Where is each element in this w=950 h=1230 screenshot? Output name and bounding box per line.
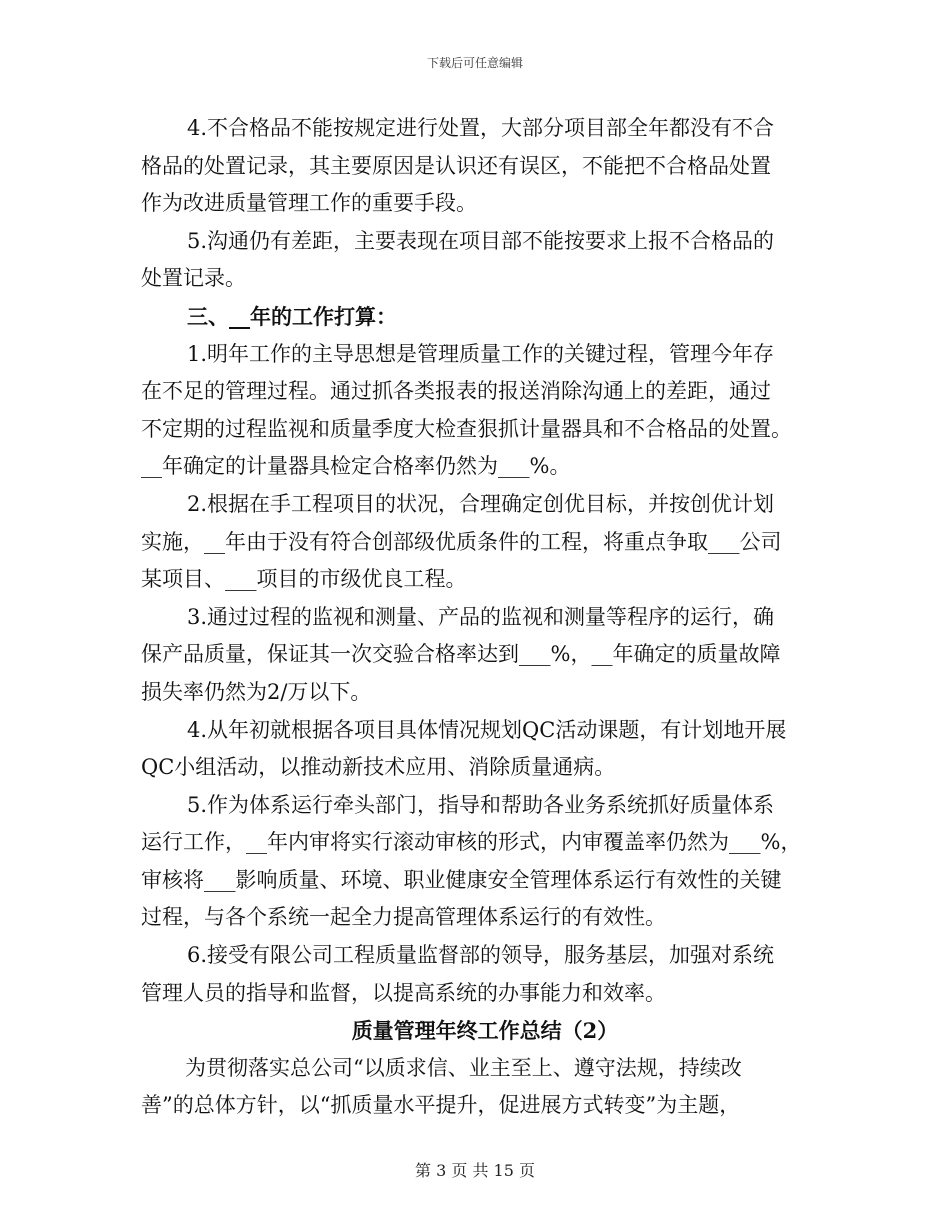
- paragraph-line: 损失率仍然为2/万以下。: [141, 679, 372, 704]
- paragraph-line: 实施，__年由于没有符合创部级优质条件的工程，将重点争取___公司: [141, 529, 782, 554]
- section-heading: 三、__年的工作打算：: [187, 303, 397, 329]
- document-body: [141, 110, 809, 1125]
- paragraph-line: 某项目、___项目的市级优良工程。: [141, 567, 467, 592]
- page-footer: 第 3 页 共 15 页: [415, 1161, 535, 1180]
- paragraph-line: __年确定的计量器具检定合格率仍然为___%。: [141, 454, 571, 479]
- paragraph-line: 4.从年初就根据各项目具体情况规划QC活动课题，有计划地开展: [187, 717, 787, 742]
- paragraph-line: 保产品质量，保证其一次交验合格率达到___%，__年确定的质量故障: [141, 642, 781, 667]
- paragraph-line: 1.明年工作的主导思想是管理质量工作的关键过程，管理今年存: [187, 341, 775, 366]
- paragraph-line: 作为改进质量管理工作的重要手段。: [141, 191, 477, 216]
- paragraph-line: 5.作为体系运行牵头部门，指导和帮助各业务系统抓好质量体系: [187, 792, 775, 817]
- paragraph-line: 善”的总体方针，以“抓质量水平提升，促进展方式转变”为主题，: [141, 1093, 741, 1118]
- paragraph-line: 格品的处置记录，其主要原因是认识还有误区，不能把不合格品处置: [141, 153, 771, 178]
- paragraph-line: 审核将___影响质量、环境、职业健康安全管理体系运行有效性的关键: [141, 867, 782, 892]
- paragraph-line: 不定期的过程监视和质量季度大检查狠抓计量器具和不合格品的处置。: [141, 416, 792, 441]
- paragraph-line: 2.根据在手工程项目的状况，合理确定创优目标，并按创优计划: [187, 491, 775, 516]
- paragraph-line: 4.不合格品不能按规定进行处置，大部分项目部全年都没有不合: [187, 116, 775, 140]
- paragraph-line: 5.沟通仍有差距，主要表现在项目部不能按要求上报不合格品的: [187, 228, 775, 253]
- page-header: 下载后可任意编辑: [426, 56, 523, 70]
- paragraph-line: 过程，与各个系统一起全力提高管理体系运行的有效性。: [141, 905, 666, 930]
- paragraph-line: 在不足的管理过程。通过抓各类报表的报送消除沟通上的差距，通过: [141, 379, 771, 404]
- paragraph-line: 管理人员的指导和监督，以提高系统的办事能力和效率。: [141, 980, 666, 1005]
- paragraph-line: 3.通过过程的监视和测量、产品的监视和测量等程序的运行，确: [187, 604, 775, 629]
- paragraph-line: 处置记录。: [141, 266, 246, 291]
- paragraph-line: 6.接受有限公司工程质量监督部的领导，服务基层，加强对系统: [187, 943, 775, 968]
- document-title: 质量管理年终工作总结（2）: [351, 1018, 619, 1044]
- paragraph-line: 运行工作，__年内审将实行滚动审核的形式，内审覆盖率仍然为___%，: [141, 830, 802, 855]
- paragraph-line: QC小组活动，以推动新技术应用、消除质量通病。: [141, 755, 616, 780]
- paragraph-line: 为贯彻落实总公司“以质求信、业主至上、遵守法规，持续改: [185, 1055, 742, 1080]
